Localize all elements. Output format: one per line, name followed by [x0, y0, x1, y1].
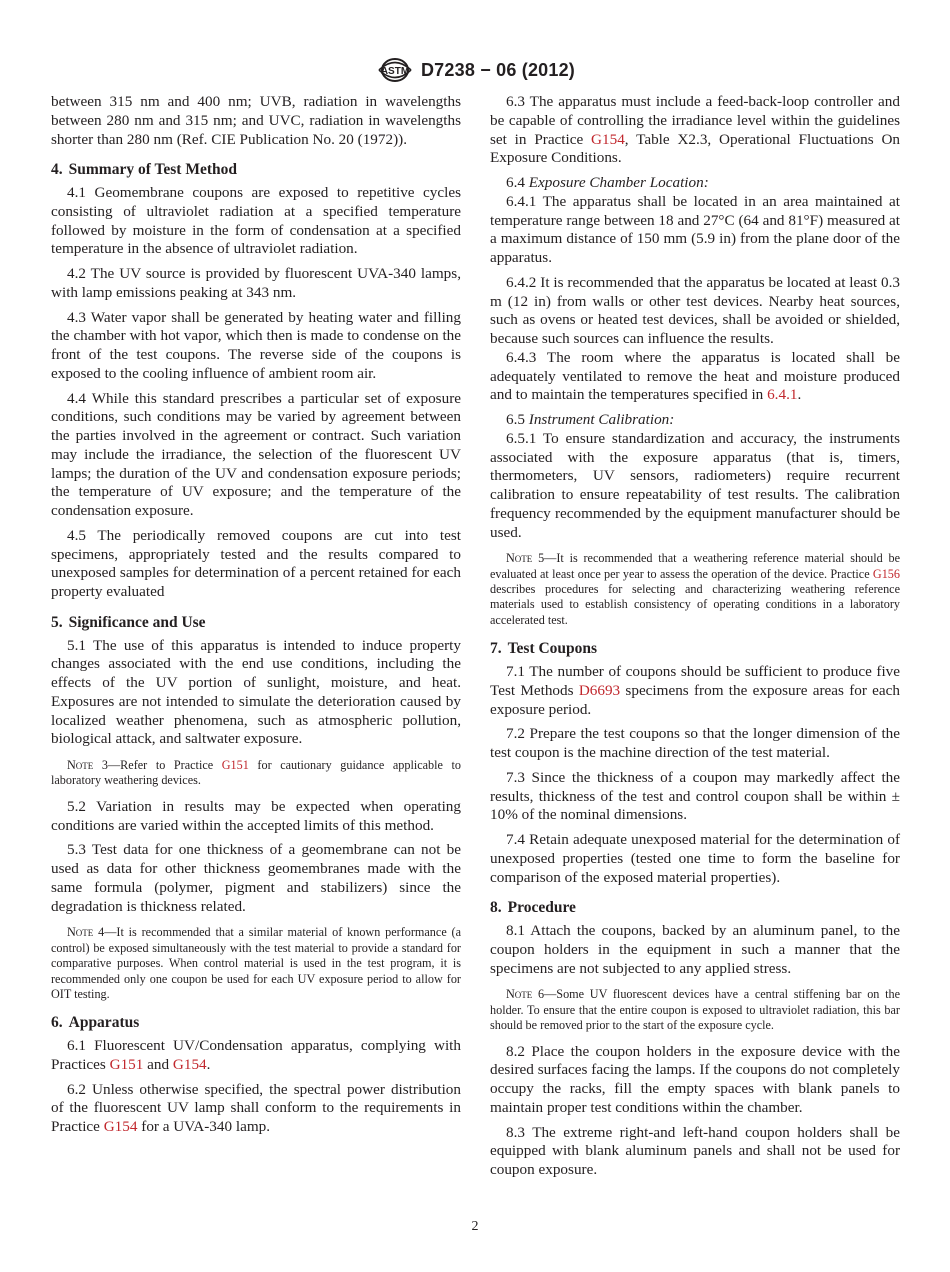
link-g151[interactable]: G151: [109, 1055, 144, 1073]
note-6: Note 6—Some UV fluorescent devices have a central stiffening bar on the holder. To ensure that the entire coupon is exposed to ultraviolet radiation, this bar should be removed prior to the start of the exposure cycle.: [490, 987, 900, 1033]
link-g154[interactable]: G154: [103, 1118, 138, 1136]
astm-logo-icon: [375, 57, 415, 83]
link-g154[interactable]: G154: [172, 1055, 207, 1073]
paragraph-8-3: 8.3 The extreme right-and left-hand coupon holders shall be equipped with blank aluminum panels and shall not be used for coupon exposure.: [490, 1123, 900, 1178]
paragraph-7-1: 7.1 The number of coupons should be sufficient to produce five Test Methods D6693 specimens from the exposure areas for each exposure period.: [490, 663, 900, 718]
paragraph-7-3: 7.3 Since the thickness of a coupon may markedly affect the results, thickness of the test and control coupon shall be within ± 10% of the nominal dimensions.: [490, 768, 900, 824]
paragraph-8-1: 8.1 Attach the coupons, backed by an aluminum panel, to the coupon holders in the equipment in such a manner that the specimens are not subjected to any applied stress.: [490, 922, 900, 977]
note-4: Note 4—It is recommended that a similar material of known performance (a control) be exposed simultaneously with the test material to provide a standard for comparative purposes. When control material is used in the test program, it is recommended only one coupon be used for each UV exposure period to allow for OIT testing.: [51, 925, 462, 1001]
section-heading-4: 4. Summary of Test Method: [51, 161, 237, 179]
section-heading-5: 5. Significance and Use: [51, 613, 206, 631]
section-heading-6: 6. Apparatus: [51, 1014, 140, 1032]
link-g151[interactable]: G151: [221, 758, 249, 772]
note-3: Note 3—Refer to Practice G151 for cautionary guidance applicable to laboratory weathering devices.: [51, 758, 461, 788]
paragraph-6-3: 6.3 The apparatus must include a feed-back-loop controller and be capable of controlling the irradiance level within the guidelines set in Practice G154, Table X2.3, Operational Fluctuations On Exposure Conditions.: [490, 93, 901, 167]
paragraph-6-4-3: 6.4.3 The room where the apparatus is located shall be adequately ventilated to remove the heat and moisture produced and to maintain the temperatures specified in 6.4.1.: [490, 348, 900, 404]
note-5: Note 5—It is recommended that a weathering reference material should be evaluated at least once per year to assess the operation of the device. Practice G156 describes procedures for selecting and characterizing weathering reference materials used to establish consistency of operating conditions in a laboratory accelerated test.: [490, 551, 900, 627]
paragraph-4-3: 4.3 Water vapor shall be generated by heating water and filling the chamber with hot vapor, which then is made to condense on the front of the test coupons. The reverse side of the coupons is exposed to the cooling influence of ambient room air.: [51, 308, 461, 382]
paragraph-5-3: 5.3 Test data for one thickness of a geomembrane can not be used as data for other thickness geomembranes made with the same formula (polymer, pigment and stabilizers) since the degradation is thickness related.: [51, 841, 461, 915]
paragraph-7-4: 7.4 Retain adequate unexposed material for the determination of unexposed properties (tested one time to form the baseline for comparison of the exposed material properties).: [490, 831, 900, 886]
paragraph-4-4: 4.4 While this standard prescribes a particular set of exposure conditions, such conditions may be varied by agreement between the parties involved in the agreement or contract. Such variation may include the irradiance, the selection of the fluorescent UV lamps; the duration of the UV and condensation exposure periods; the temperature of UV exposure; and the temperature of the condensation exposure.: [51, 389, 461, 519]
paragraph-4-1: 4.1 Geomembrane coupons are exposed to repetitive cycles consisting of ultraviolet radiation at a specified temperature followed by moisture in the form of condensation at a specified temperature in the absence of ultraviolet radiation.: [51, 184, 461, 258]
paragraph-6-1: 6.1 Fluorescent UV/Condensation apparatus, complying with Practices G151 and G154.: [51, 1037, 461, 1073]
paragraph-6-4-1: 6.4.1 The apparatus shall be located in an area maintained at temperature range between 18 and 27°C (64 and 81°F) measured at a maximum distance of 150 mm (5.9 in) from the plane door of the apparatus.: [490, 192, 900, 266]
paragraph-6-4: 6.4 Exposure Chamber Location:: [506, 174, 709, 191]
section-heading-7: 7. Test Coupons: [490, 640, 598, 658]
paragraph-3-continuation: between 315 nm and 400 nm; UVB, radiation in wavelengths between 280 nm and 315 nm; and UVC, radiation in wavelengths shorter than 280 nm (Ref. CIE Publication No. 20 (1972)).: [51, 93, 461, 148]
paragraph-5-2: 5.2 Variation in results may be expected when operating conditions are varied within the accepted limits of this method.: [51, 797, 461, 834]
right-column: [490, 93, 900, 1186]
paragraph-5-1: 5.1 The use of this apparatus is intended to induce property changes associated with the end use conditions, including the effects of the UV portion of sunlight, moisture, and heat. Exposures are not intended to simulate the deterioration caused by localized weather phenomena, such as atmospheric pollution, biological attack, and saltwater exposure.: [51, 636, 461, 748]
left-column: [51, 93, 461, 1143]
paragraph-6-5: 6.5 Instrument Calibration:: [506, 411, 675, 428]
paragraph-4-2: 4.2 The UV source is provided by fluorescent UVA-340 lamps, with lamp emissions peaking at 343 nm.: [51, 265, 461, 301]
document-designation: D7238 − 06 (2012): [420, 59, 575, 80]
link-6-4-1[interactable]: 6.4.1: [767, 386, 798, 404]
paragraph-6-5-1: 6.5.1 To ensure standardization and accuracy, the instruments associated with the exposure apparatus (that is, timers, thermometers, UV sensors, radiometers) require recurrent calibration to ensure repeatability of test results. The calibration frequency recommended by the equipment manufacturer should be used.: [490, 429, 900, 541]
link-d6693[interactable]: D6693: [578, 681, 621, 699]
link-g154[interactable]: G154: [591, 130, 625, 148]
paragraph-4-5: 4.5 The periodically removed coupons are cut into test specimens, appropriately tested and the results compared to unexposed samples for determination of a percent retained for each property evaluated: [51, 526, 461, 600]
link-g156[interactable]: G156: [872, 566, 900, 581]
page-number: 2: [471, 1219, 479, 1234]
page-header: [0, 56, 950, 84]
section-heading-8: 8. Procedure: [490, 899, 576, 917]
paragraph-6-2: 6.2 Unless otherwise specified, the spectral power distribution of the fluorescent UV lamp shall conform to the requirements in Practice G154 for a UVA-340 lamp.: [51, 1080, 461, 1136]
paragraph-6-4-2: 6.4.2 It is recommended that the apparatus be located at least 0.3 m (12 in) from walls or other test devices. Nearby heat sources, such as ovens or heated test devices, shall be avoided or shielded, because such sources can influence the results.: [490, 273, 900, 347]
svg-text:ASTM: ASTM: [380, 66, 410, 77]
paragraph-8-2: 8.2 Place the coupon holders in the exposure device with the desired surfaces facing the lamps. If the coupons do not completely occupy the racks, fill the empty spaces with blank panels to maintain proper test conditions within the chamber.: [490, 1042, 900, 1116]
paragraph-7-2: 7.2 Prepare the test coupons so that the longer dimension of the test coupon is the machine direction of the test material.: [490, 725, 900, 762]
